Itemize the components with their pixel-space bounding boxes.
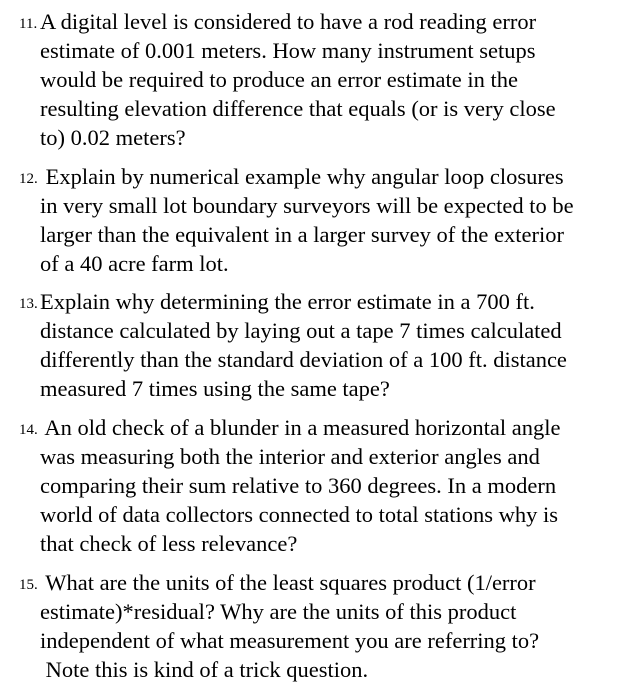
question-line: larger than the equivalent in a larger survey of the exterior xyxy=(40,222,564,247)
question-line: to) 0.02 meters? xyxy=(40,125,186,150)
question-line: that check of less relevance? xyxy=(40,531,298,556)
question-number: 11. xyxy=(19,16,38,32)
question-line: differently than the standard deviation of a 100 ft. distance xyxy=(40,347,567,372)
question-line: in very small lot boundary surveyors will be expected to be xyxy=(40,193,574,218)
question-line: A digital level is considered to have a rod reading error xyxy=(40,9,537,34)
question-number: 14. xyxy=(19,422,38,438)
question-line: What are the units of the least squares product (1/error xyxy=(40,570,536,595)
question-line: An old check of a blunder in a measured horizontal angle xyxy=(40,415,561,440)
question-line: world of data collectors connected to total stations why is xyxy=(40,502,558,527)
question-number: 15. xyxy=(19,577,38,593)
question-line: estimate)*residual? Why are the units of this product xyxy=(40,599,517,624)
question-line: Explain why determining the error estimate in a 700 ft. xyxy=(40,289,535,314)
question-line: distance calculated by laying out a tape 7 times calculated xyxy=(40,318,562,343)
question-line: measured 7 times using the same tape? xyxy=(40,376,390,401)
question-line: of a 40 acre farm lot. xyxy=(40,251,229,276)
question-number: 13. xyxy=(19,296,38,312)
question-line: would be required to produce an error estimate in the xyxy=(40,67,518,92)
question-line: was measuring both the interior and exterior angles and xyxy=(40,444,540,469)
question-line: comparing their sum relative to 360 degrees. In a modern xyxy=(40,473,557,498)
question-number: 12. xyxy=(19,171,38,187)
question-line: estimate of 0.001 meters. How many instrument setups xyxy=(40,38,536,63)
question-line: Explain by numerical example why angular loop closures xyxy=(40,164,564,189)
question-line: resulting elevation difference that equals (or is very close xyxy=(40,96,556,121)
question-line: independent of what measurement you are referring to? xyxy=(40,628,540,653)
question-line: Note this is kind of a trick question. xyxy=(40,657,369,682)
